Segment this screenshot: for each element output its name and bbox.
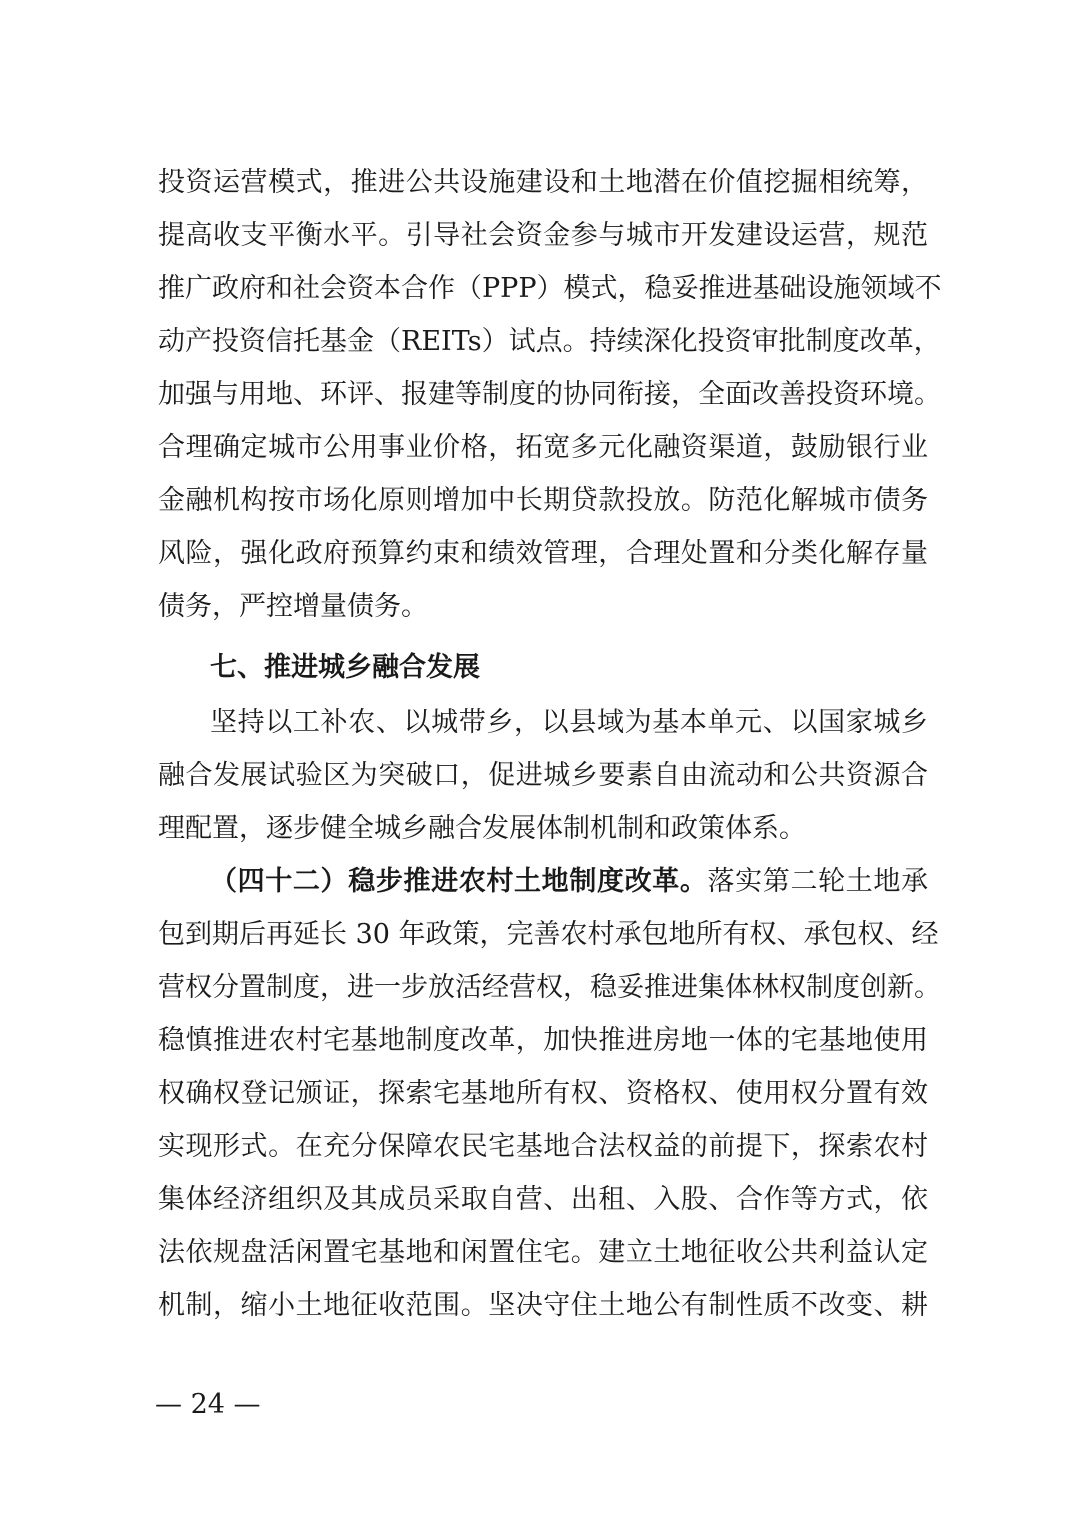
paragraph-1-line: 加强与用地、环评、报建等制度的协同衔接，全面改善投资环境。 xyxy=(158,379,941,410)
paragraph-3-subheading: （四十二）稳步推进农村土地制度改革。 xyxy=(210,866,708,897)
paragraph-1-line: 风险，强化政府预算约束和绩效管理，合理处置和分类化解存量 xyxy=(158,538,928,569)
paragraph-3-line: 包到期后再延长 30 年政策，完善农村承包地所有权、承包权、经 xyxy=(158,919,939,950)
section-heading: 七、推进城乡融合发展 xyxy=(210,652,480,683)
paragraph-3-line: 权确权登记颁证，探索宅基地所有权、资格权、使用权分置有效 xyxy=(158,1078,928,1109)
paragraph-3-line: 稳慎推进农村宅基地制度改革，加快推进房地一体的宅基地使用 xyxy=(158,1025,928,1056)
paragraph-3-line: 营权分置制度，进一步放活经营权，稳妥推进集体林权制度创新。 xyxy=(158,972,941,1003)
paragraph-3-first-line-text: 落实第二轮土地承 xyxy=(707,866,929,897)
paragraph-3-line: 法依规盘活闲置宅基地和闲置住宅。建立土地征收公共利益认定 xyxy=(158,1237,928,1268)
paragraph-1-line: 投资运营模式，推进公共设施建设和土地潜在价值挖掘相统筹， xyxy=(158,167,928,198)
page-number: — 24 — xyxy=(155,1389,261,1420)
paragraph-1-line: 合理确定城市公用事业价格，拓宽多元化融资渠道，鼓励银行业 xyxy=(158,432,928,463)
paragraph-1-line: 债务，严控增量债务。 xyxy=(158,591,428,622)
paragraph-1-line: 动产投资信托基金（REITs）试点。持续深化投资审批制度改革， xyxy=(158,326,941,357)
paragraph-2-line: 融合发展试验区为突破口，促进城乡要素自由流动和公共资源合 xyxy=(158,760,928,791)
paragraph-3-line: 集体经济组织及其成员采取自营、出租、入股、合作等方式，依 xyxy=(158,1184,928,1215)
paragraph-1-line: 提高收支平衡水平。引导社会资金参与城市开发建设运营，规范 xyxy=(158,220,928,251)
paragraph-3-line: 机制，缩小土地征收范围。坚决守住土地公有制性质不改变、耕 xyxy=(158,1290,928,1321)
paragraph-2-line: 坚持以工补农、以城带乡，以县域为基本单元、以国家城乡 xyxy=(210,707,928,738)
paragraph-1-line: 金融机构按市场化原则增加中长期贷款投放。防范化解城市债务 xyxy=(158,485,928,516)
paragraph-1-line: 推广政府和社会资本合作（PPP）模式，稳妥推进基础设施领域不 xyxy=(158,273,942,304)
paragraph-2-line: 理配置，逐步健全城乡融合发展体制机制和政策体系。 xyxy=(158,813,806,844)
paragraph-3-line: 实现形式。在充分保障农民宅基地合法权益的前提下，探索农村 xyxy=(158,1131,928,1162)
paragraph-3-first-line xyxy=(210,862,928,902)
